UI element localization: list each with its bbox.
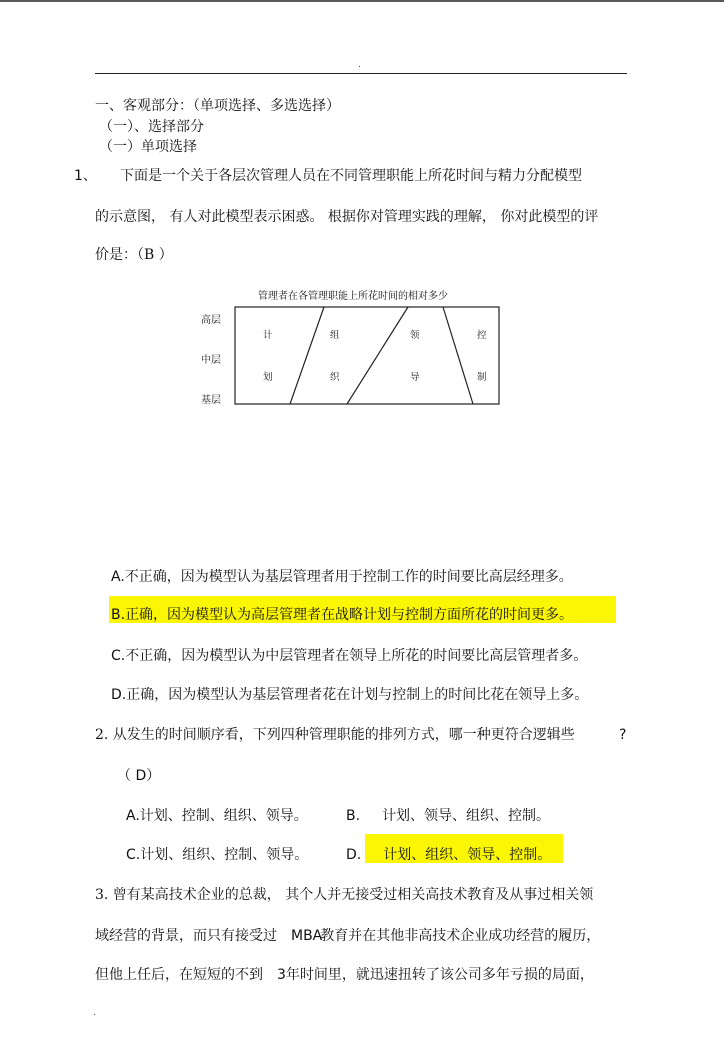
q3-text: 但他上任后，在短短的不到 [95, 967, 263, 983]
q2-option-c [126, 846, 308, 864]
q1-line: 的示意图， 有人对此模型表示困惑。 根据你对管理实践的理解， 你对此模型的评 [95, 209, 599, 225]
option-text: 正确，因为模型认为基层管理者花在计划与控制上的时间比花在领导上多。 [126, 687, 589, 703]
q2-question-mark: ? [619, 727, 627, 743]
q2-option-a [126, 807, 308, 825]
q3-text: 年时间里，就迅速扭转了该公司多年亏损的局面， [285, 967, 594, 983]
q1-option-a [111, 568, 573, 586]
q2-answer: （ D） [117, 768, 161, 784]
function-lead-top: 领 [410, 330, 420, 341]
diagram-title: 管理者在各管理职能上所花时间的相对多少 [258, 291, 448, 302]
function-control-top: 控 [477, 330, 487, 341]
q3-term: MBA [291, 928, 323, 944]
q1-option-c [111, 647, 587, 665]
option-text: 正确，因为模型认为高层管理者在战略计划与控制方面所花的时间更多。 [125, 607, 574, 623]
level-label-middle: 中层 [201, 355, 221, 366]
option-text: 计划、组织、控制、领导。 [140, 847, 309, 863]
function-organize-bottom: 织 [330, 372, 340, 383]
option-label: D. [111, 687, 127, 703]
q1-option-d [111, 686, 588, 704]
q1-line: 下面是一个关于各层次管理人员在不同管理职能上所花时间与精力分配模型 [120, 168, 582, 184]
divider-plan-organize [290, 307, 324, 404]
option-label: A. [126, 808, 140, 824]
q2-option-d [346, 846, 551, 864]
level-label-top: 高层 [201, 315, 221, 326]
q3-line [95, 927, 600, 945]
option-label: D. [346, 847, 362, 863]
level-label-base: 基层 [201, 395, 221, 406]
header-rule [95, 73, 627, 74]
function-plan-bottom: 划 [263, 372, 273, 383]
subsection-heading: （一）、选择部分 [99, 119, 204, 135]
divider-lead-control [443, 307, 473, 404]
q3-number: 3 [277, 967, 286, 983]
option-text: 不正确，因为模型认为中层管理者在领导上所花的时间要比高层管理者多。 [125, 648, 588, 664]
diagram-frame [235, 307, 499, 404]
q3-text: 域经营的背景，而只有接受过 [95, 928, 277, 944]
option-label: B. [346, 808, 361, 824]
page-top-border [0, 0, 724, 2]
header-dot: . [358, 60, 361, 70]
function-plan-top: 计 [263, 330, 273, 341]
footer-dot: . [93, 1008, 96, 1018]
q3-text: 教育并在其他非高技术企业成功经营的履历， [320, 928, 601, 944]
q1-option-b [111, 606, 573, 624]
option-text: 计划、控制、组织、领导。 [139, 808, 308, 824]
option-label: C. [126, 847, 141, 863]
q2-option-b [346, 807, 550, 825]
option-label: B. [111, 607, 126, 623]
q3-line [95, 966, 594, 984]
q2-line: 2. 从发生的时间顺序看，下列四种管理职能的排列方式，哪一种更符合逻辑些 [95, 727, 575, 743]
management-functions-diagram [234, 306, 502, 406]
subsection-heading-single: （一）单项选择 [99, 139, 197, 155]
q1-line: 价是：（B ） [95, 247, 173, 263]
option-label: A. [111, 569, 125, 585]
option-label: C. [111, 648, 126, 664]
q3-line: 3. 曾有某高技术企业的总裁， 其个人并无接受过相关高技术教育及从事过相关领 [95, 887, 594, 903]
option-text: 不正确，因为模型认为基层管理者用于控制工作的时间要比高层经理多。 [124, 569, 573, 585]
option-text: 计划、组织、领导、控制。 [383, 847, 552, 863]
function-control-bottom: 制 [477, 372, 487, 383]
divider-organize-lead [347, 307, 408, 404]
function-lead-bottom: 导 [410, 372, 420, 383]
option-text: 计划、领导、组织、控制。 [382, 808, 551, 824]
q1-number: 1、 [74, 168, 97, 184]
section-heading: 一、客观部分：（单项选择、多选选择） [95, 98, 340, 114]
function-organize-top: 组 [330, 330, 340, 341]
